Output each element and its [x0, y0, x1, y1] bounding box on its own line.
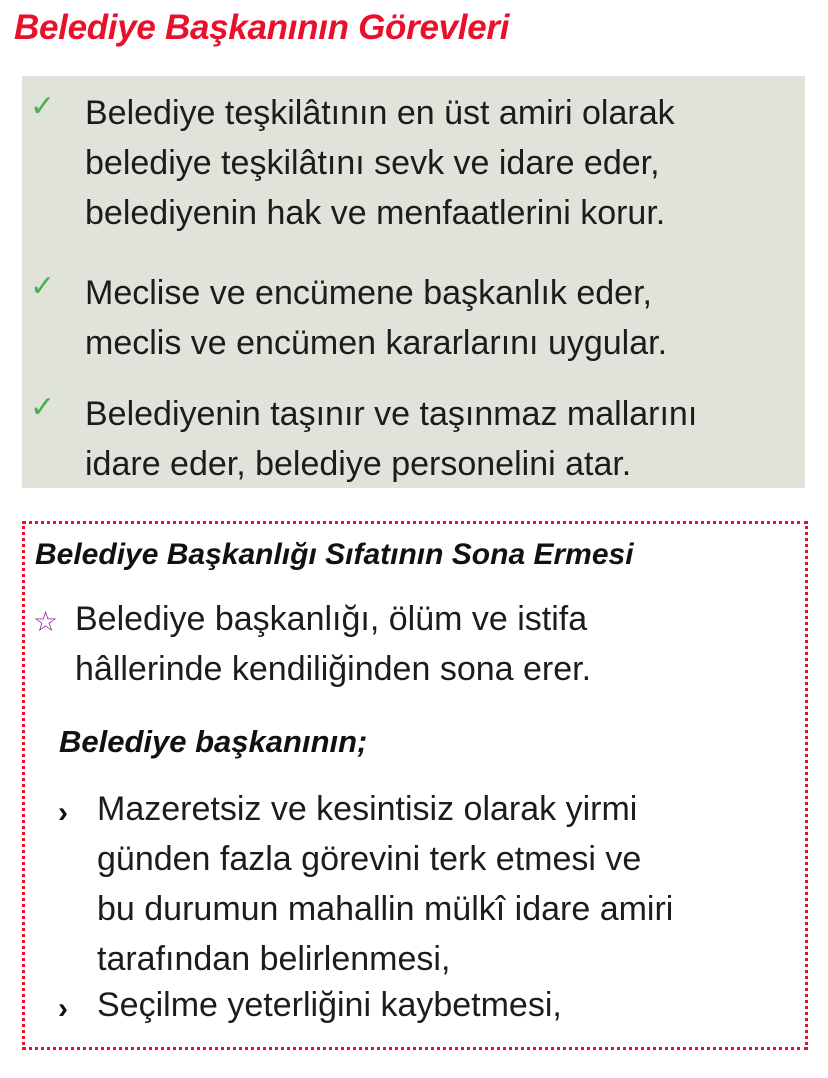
- bullet-line: Mazeretsiz ve kesintisiz olarak yirmi: [97, 790, 638, 828]
- termination-text: [75, 594, 795, 694]
- termination-box: [22, 521, 808, 1050]
- duty-text: [85, 268, 795, 368]
- termination-line: hâllerinde kendiliğinden sona erer.: [75, 650, 592, 688]
- duty-line: Belediye teşkilâtının en üst amiri olarak: [85, 94, 675, 132]
- check-icon: ✓: [30, 90, 56, 123]
- subheading: Belediye başkanının;: [59, 724, 368, 759]
- duties-box: [22, 76, 805, 488]
- check-icon: ✓: [30, 391, 56, 424]
- chevron-right-icon: ›: [58, 992, 68, 1025]
- page-title: Belediye Başkanının Görevleri: [14, 8, 510, 47]
- duty-line: belediye teşkilâtını sevk ve idare eder,: [85, 144, 660, 182]
- bullet-line: bu durumun mahallin mülkî idare amiri: [97, 890, 674, 928]
- check-icon: ✓: [30, 270, 56, 303]
- bullet-line: tarafından belirlenmesi,: [97, 940, 451, 978]
- duty-text: [85, 88, 795, 238]
- duty-line: meclis ve encümen kararlarını uygular.: [85, 324, 668, 362]
- duty-line: Meclise ve encümene başkanlık eder,: [85, 274, 652, 312]
- bullet-line: Seçilme yeterliğini kaybetmesi,: [97, 986, 562, 1024]
- bullet-text: [97, 784, 797, 984]
- bullet-text: [97, 980, 797, 1030]
- termination-line: Belediye başkanlığı, ölüm ve istifa: [75, 600, 588, 638]
- duty-line: belediyenin hak ve menfaatlerini korur.: [85, 194, 666, 232]
- termination-title: Belediye Başkanlığı Sıfatının Sona Ermesi: [35, 538, 634, 571]
- chevron-right-icon: ›: [58, 796, 68, 829]
- duty-line: Belediyenin taşınır ve taşınmaz mallarını: [85, 395, 698, 433]
- duty-line: idare eder, belediye personelini atar.: [85, 445, 632, 483]
- star-icon: ☆: [33, 606, 59, 637]
- bullet-line: günden fazla görevini terk etmesi ve: [97, 840, 642, 878]
- duty-text: [85, 389, 795, 489]
